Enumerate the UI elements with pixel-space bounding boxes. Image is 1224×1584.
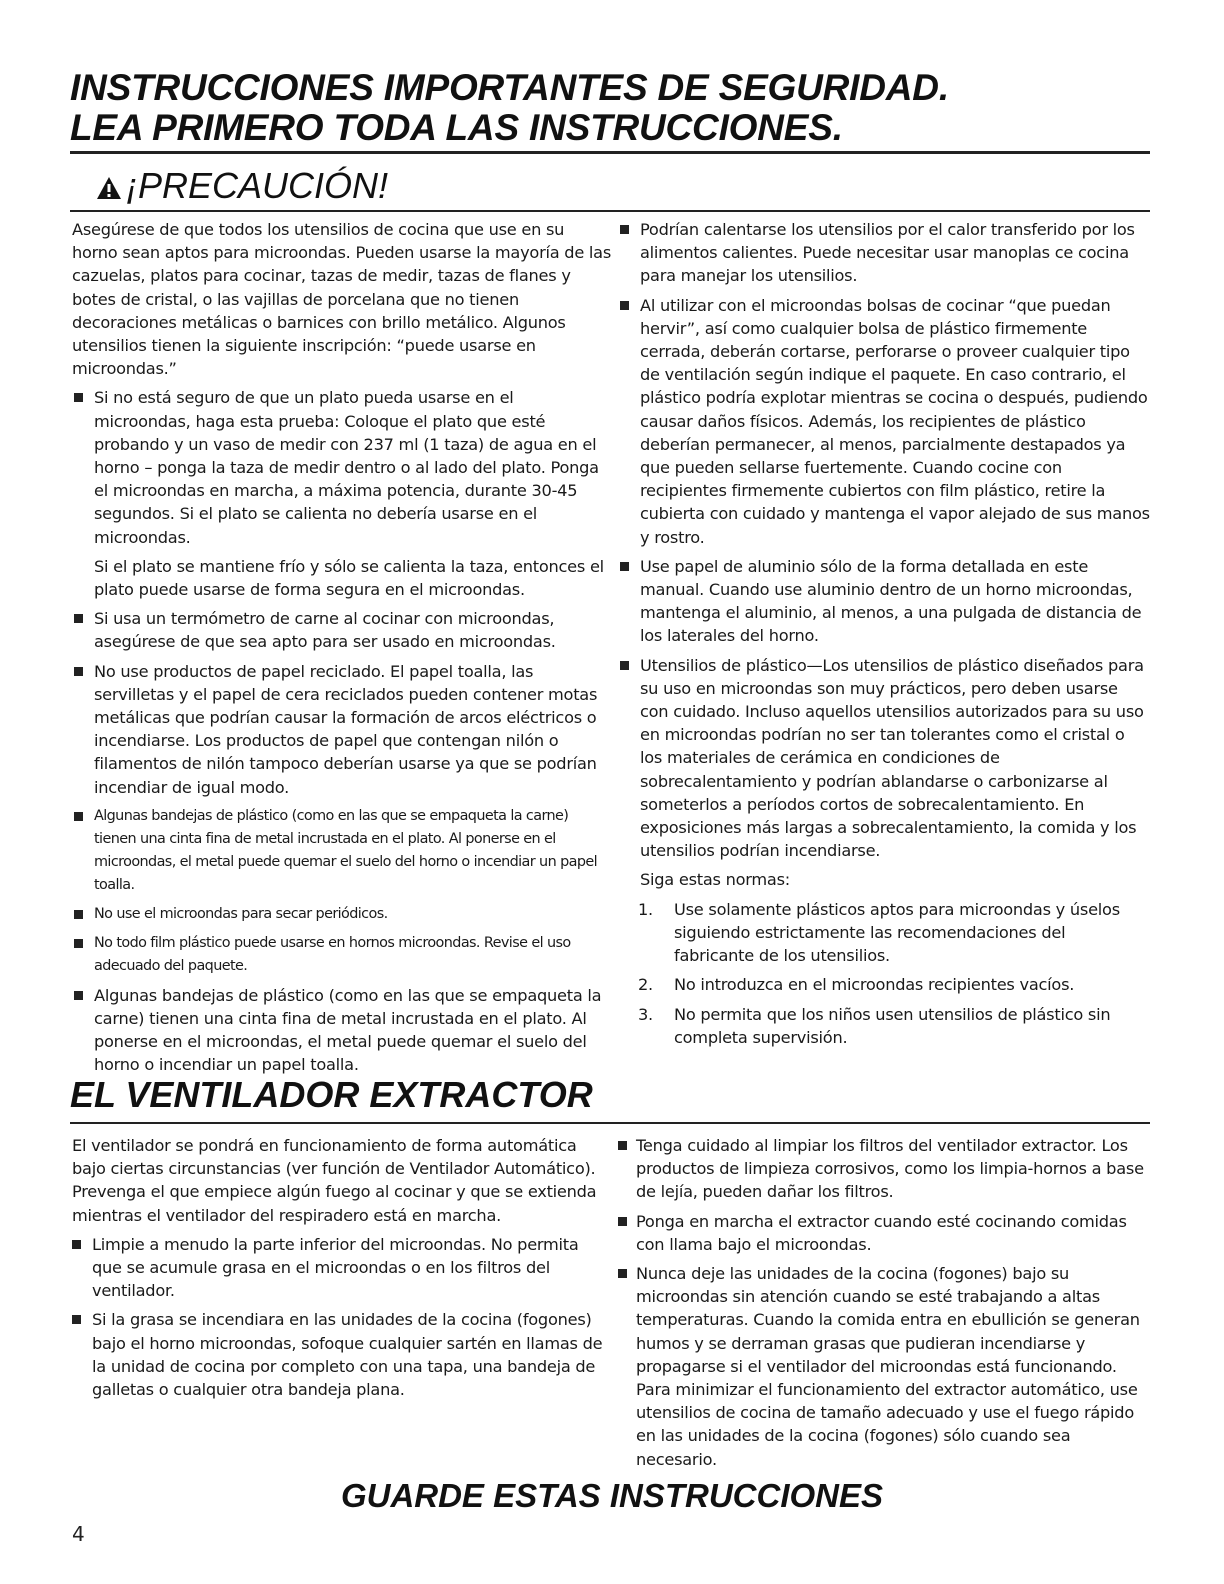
caution-heading bbox=[96, 166, 388, 208]
caution-rule bbox=[70, 210, 1150, 212]
utensils-intro: Asegúrese de que todos los utensilios de cocina que use en su horno sean aptos para microondas. Pueden usarse la mayoría de las cazuelas, platos para cocinar, tazas de medir, tazas de flanes y botes de cristal, o las vajillas de porcelana que no tienen decoraciones metálicas o barnices con brillo metálico. Algunos utensilios tienen la siguiente inscripción: “puede usarse en microondas.” bbox=[72, 220, 612, 379]
safety-heading: INSTRUCCIONES IMPORTANTES DE SEGURIDAD. bbox=[70, 67, 949, 108]
dish-test-item: Si no está seguro de que un plato pueda usarse en el microondas, haga esta prueba: Coloque el plato que esté probando y un vaso de medir con 237 ml (1 taza) de agua en el horno – ponga la taza de medir dentro o al lado del plato. Ponga el microondas en marcha, a máxima potencia, durante 30-45 segundos. Si el plato se calienta no debería usarse en el microondas. bbox=[72, 386, 612, 548]
save-instructions-title: GUARDE ESTAS INSTRUCCIONES bbox=[340, 1477, 884, 1514]
fan-rule bbox=[70, 1122, 1150, 1124]
clean-filters-item: Tenga cuidado al limpiar los filtros del ventilador extractor. Los productos de limpieza corrosivos, como los limpia-hornos a base de lejía, pueden dañar los filtros. bbox=[618, 1134, 1150, 1204]
rule-text: No introduzca en el microondas recipientes vacíos. bbox=[674, 975, 1075, 995]
rule-number: 3. bbox=[638, 1004, 653, 1024]
rule-item bbox=[618, 973, 1150, 996]
plastic-utensils-item: Utensilios de plástico—Los utensilios de plástico diseñados para su uso en microondas son muy prácticos, pero deben usarse con cuidado. Incluso aquellos utensilios autorizados para su uso en microondas podrían no ser tan tolerantes como el cristal o los materiales de cerámica en condiciones de sobrecalentamiento y podrían ablandarse o carbonizarse al someterlos a períodos cortos de sobrecalentamiento. En exposiciones más largas a sobrecalentamiento, la comida y los utensilios podrían incendiarse. bbox=[618, 654, 1150, 863]
aluminum-foil-item: Use papel de aluminio sólo de la forma detallada en este manual. Cuando use aluminio dentro de un horno microondas, mantenga el aluminio, al menos, a una pulgada de distancia de los laterales del horno. bbox=[618, 555, 1150, 648]
rule-item bbox=[618, 1003, 1150, 1049]
rule-text: No permita que los niños usen utensilios de plástico sin completa supervisión. bbox=[674, 1004, 1111, 1047]
dish-test-result: Si el plato se mantiene frío y sólo se calienta la taza, entonces el plato puede usarse de forma segura en el microondas. bbox=[94, 556, 604, 600]
rule-number: 1. bbox=[638, 899, 653, 919]
thermometer-item: Si usa un termómetro de carne al cocinar con microondas, asegúrese de que sea apto para ser usado en microondas. bbox=[72, 607, 612, 653]
plastic-trays-item-repeat: Algunas bandejas de plástico (como en las que se empaqueta la carne) tienen una cinta fina de metal incrustada en el plato. Al ponerse en el microondas, el metal puede quemar el suelo del horno o incendiar un papel toalla. bbox=[72, 984, 612, 1077]
grease-fire-item: Si la grasa se incendiara en las unidades de la cocina (fogones) bajo el horno microondas, sofoque cualquier sartén en llamas de la unidad de cocina por completo con una tapa, una bandeja de galletas o cualquier otra bandeja plana. bbox=[72, 1308, 608, 1401]
header-rule bbox=[70, 151, 1150, 154]
caution-left-column bbox=[72, 218, 612, 1083]
newspapers-item: No use el microondas para secar periódicos. bbox=[72, 903, 612, 926]
unattended-cooktop-item: Nunca deje las unidades de la cocina (fogones) bajo su microondas sin atención cuando se esté trabajando a altas temperaturas. Cuando la comida entra en ebullición se generan humos y se derraman grasas que pudieran incendiarse y propagarse si el ventilador del microondas está funcionando. Para minimizar el funcionamiento del extractor automático, use utensilios de cocina de tamaño adecuado y use el fuego rápido en las unidades de la cocina (fogones) sólo cuando sea necesario. bbox=[618, 1262, 1150, 1471]
fan-right-column bbox=[618, 1134, 1150, 1477]
rule-number: 2. bbox=[638, 975, 653, 995]
rule-text: Use solamente plásticos aptos para microondas y úselos siguiendo estrictamente las recomendaciones del fabricante de los utensilios. bbox=[674, 899, 1120, 966]
warning-triangle-icon bbox=[96, 168, 122, 208]
boil-bags-item: Al utilizar con el microondas bolsas de cocinar “que puedan hervir”, así como cualquier bolsa de plástico firmemente cerrada, deberán cortarse, perforarse o proveer cualquier tipo de ventilación según indique el paquete. En caso contrario, el plástico podría explotar mientras se cocina o después, pudiendo causar daños físicos. Además, los recipientes de plástico deberían permanecer, al menos, parcialmente destapados ya que pueden sellarse fuertemente. Cuando cocine con recipientes firmemente cubiertos con film plástico, retire la cubierta con cuidado y mantenga el vapor alejado de sus manos y rostro. bbox=[618, 294, 1150, 549]
rules-intro: Siga estas normas: bbox=[640, 870, 790, 890]
fan-section-title: EL VENTILADOR EXTRACTOR bbox=[70, 1074, 593, 1115]
fan-intro: El ventilador se pondrá en funcionamiento de forma automática bajo ciertas circunstancias (ver función de Ventilador Automático). Prevenga el que empiece algún fuego al cocinar y que se extienda mientras el ventilador del respiradero está en marcha. bbox=[72, 1136, 597, 1225]
page-number: 4 bbox=[72, 1522, 85, 1546]
recycled-paper-item: No use productos de papel reciclado. El papel toalla, las servilletas y el papel de cera reciclados pueden contener motas metálicas que podrían causar la formación de arcos eléctricos o incendiarse. Los productos de papel que contengan nilón o filamentos de nilón tampoco deberían usarse ya que se podrían incendiar de igual modo. bbox=[72, 660, 612, 799]
plastic-film-item: No todo film plástico puede usarse en hornos microondas. Revise el uso adecuado del paquete. bbox=[72, 932, 612, 978]
rule-item bbox=[618, 898, 1150, 968]
caution-title: ¡PRECAUCIÓN! bbox=[126, 165, 389, 206]
caution-right-column bbox=[618, 218, 1150, 1055]
hot-utensils-item: Podrían calentarse los utensilios por el calor transferido por los alimentos calientes. Puede necesitar usar manoplas ce cocina para manejar los utensilios. bbox=[618, 218, 1150, 288]
fan-left-column bbox=[72, 1134, 608, 1407]
plastic-trays-item: Algunas bandejas de plástico (como en las que se empaqueta la carne) tienen una cinta fina de metal incrustada en el plato. Al ponerse en el microondas, el metal puede quemar el suelo del horno o incendiar un papel toalla. bbox=[72, 805, 612, 897]
read-first-heading: LEA PRIMERO TODA LAS INSTRUCCIONES. bbox=[70, 107, 843, 148]
flame-cooking-item: Ponga en marcha el extractor cuando esté cocinando comidas con llama bajo el microondas. bbox=[618, 1210, 1150, 1256]
clean-underside-item: Limpie a menudo la parte inferior del microondas. No permita que se acumule grasa en el microondas o en los filtros del ventilador. bbox=[72, 1233, 608, 1303]
